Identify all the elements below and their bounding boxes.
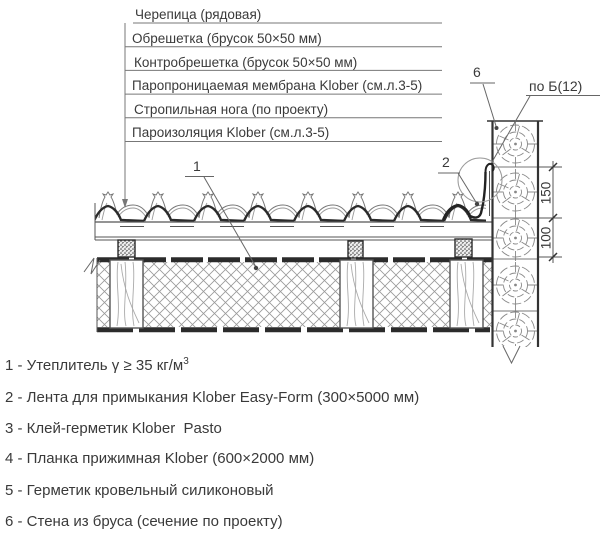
legend-item-4: 4 - Планка прижимная Klober (600×2000 мм) (5, 450, 315, 467)
rafter-right (450, 260, 483, 328)
marker-2: 2 (442, 154, 450, 170)
legend-item-5: 5 - Герметик кровельный силиконовый (5, 482, 274, 499)
legend-item-1-sup: 3 (183, 356, 189, 367)
counter-batten-sections (118, 239, 472, 258)
section-reference: по Б(12) (529, 78, 583, 94)
callout-batten-label: Обрешетка (брусок 50×50 мм) (132, 31, 322, 46)
dimension-150: 150 (538, 181, 554, 205)
legend-item-3: 3 - Клей-герметик Klober Pasto (5, 420, 222, 437)
legend-item-1 (5, 356, 189, 374)
legend-item-1-text: 1 - Утеплитель γ ≥ 35 кг/м (5, 357, 184, 374)
insulation-hatch (97, 262, 492, 327)
legend-item-6: 6 - Стена из бруса (сечение по проекту) (5, 513, 283, 530)
marker-1: 1 (193, 158, 201, 174)
dimension-100: 100 (538, 226, 554, 250)
timber-wall (487, 121, 543, 363)
callout-counterbatten-label: Контробрешетка (брусок 50×50 мм) (134, 55, 358, 70)
marker-6: 6 (473, 64, 481, 80)
insulation (84, 258, 492, 332)
legend-item-2: 2 - Лента для примыкания Klober Easy-Form (300×5000 мм) (5, 389, 420, 406)
tile-band (94, 192, 499, 221)
callout-rafter-label: Стропильная нога (по проекту) (134, 102, 329, 117)
rafter-middle (340, 260, 373, 328)
callout-membrane-label: Паропроницаемая мембрана Klober (см.л.3-5) (132, 78, 423, 93)
callout-vapour-label: Пароизоляция Klober (см.л.3-5) (132, 125, 330, 140)
rafter-left (110, 260, 143, 328)
callout-tile-label: Черепица (рядовая) (135, 7, 262, 22)
break-mark-wall (503, 346, 520, 363)
